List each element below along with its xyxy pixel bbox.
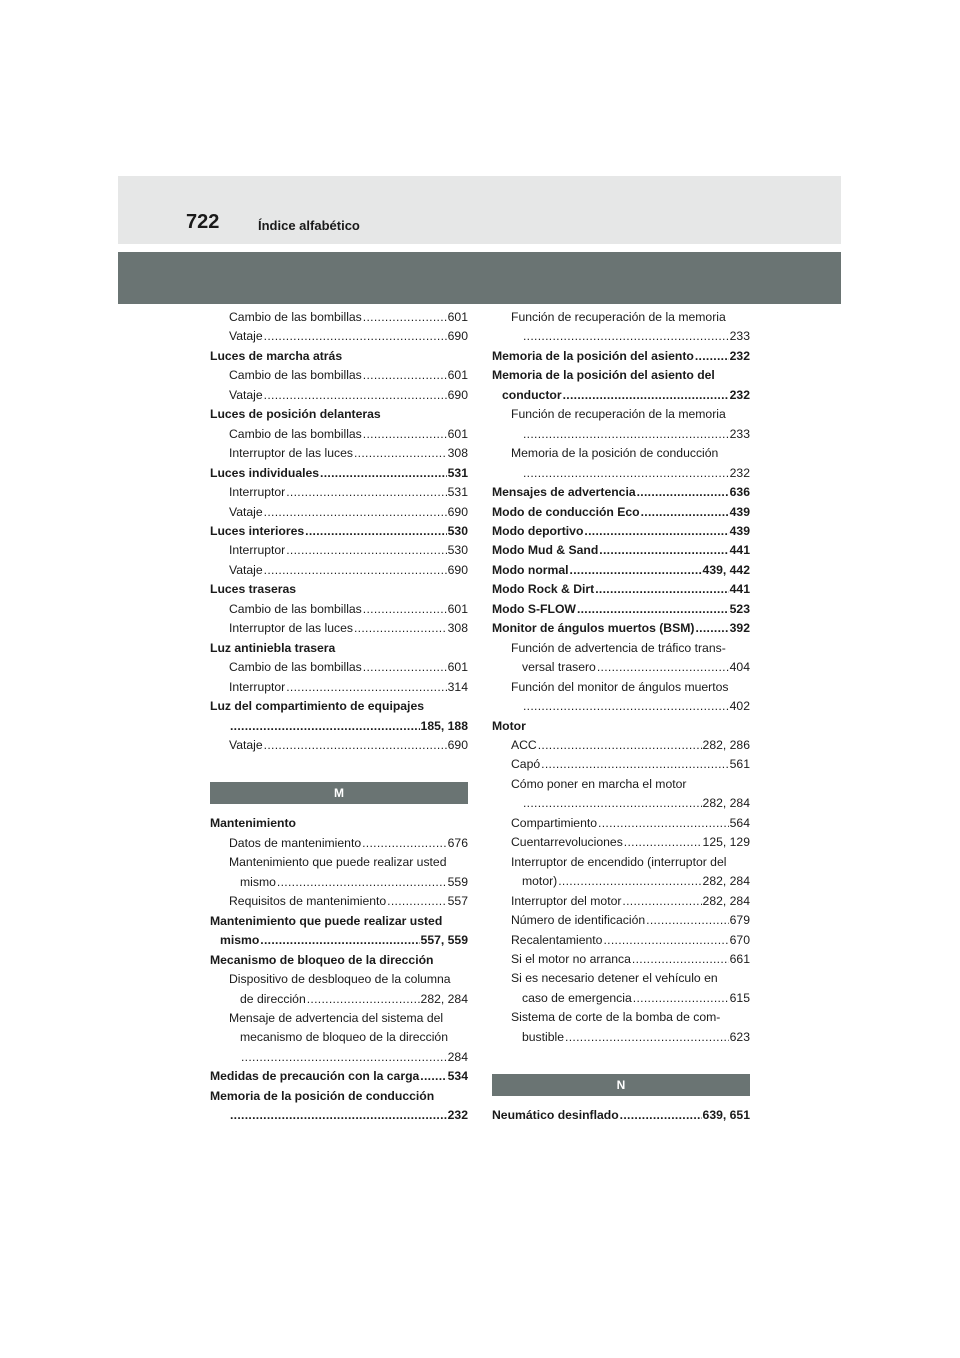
index-subentry: Mensaje de advertencia del sistema del <box>229 1010 444 1025</box>
index-subentry: Cambio de las bombillas ..... 601 <box>210 425 468 444</box>
index-entry-continuation: ..... 232 <box>210 1106 468 1125</box>
header-gray-bar <box>118 252 841 304</box>
index-heading: Motor <box>492 718 526 733</box>
index-heading: Memoria de la posición de conducción <box>210 1088 435 1103</box>
index-heading: Luces de marcha atrás <box>210 348 343 363</box>
index-subentry: Interruptor de encendido (interruptor del <box>511 854 727 869</box>
header-band <box>118 176 841 244</box>
index-subentry: Función de recuperación de la memoria <box>511 310 726 324</box>
index-heading: Mantenimiento que puede realizar usted <box>210 913 443 928</box>
index-subentry: Si es necesario detener el vehículo en <box>511 971 718 986</box>
index-entry-continuation: ..... 185, 188 <box>210 717 468 736</box>
index-entry: Memoria de la posición del asiento ..... 232 <box>492 347 750 366</box>
index-heading: Luz antiniebla trasera <box>210 640 336 655</box>
index-subentry: Vataje ..... 690 <box>210 327 468 346</box>
index-entry-continuation: mismo ..... 557, 559 <box>210 931 468 950</box>
index-subentry: ACC ..... 282, 286 <box>492 736 750 755</box>
index-entry: Modo Rock & Dirt ..... 441 <box>492 580 750 599</box>
index-subentry: Memoria de la posición de conducción <box>511 446 719 461</box>
index-subentry-continuation: ..... 402 <box>492 697 750 716</box>
index-subentry: Cuentarrevoluciones ..... 125, 129 <box>492 833 750 852</box>
index-subentry: Sistema de corte de la bomba de com- <box>511 1010 721 1025</box>
index-subentry-continuation: ..... 233 <box>492 425 750 444</box>
index-subentry: Número de identificación ..... 679 <box>492 911 750 930</box>
index-subentry: Función de advertencia de tráfico trans- <box>511 640 726 655</box>
index-heading: Luz del compartimiento de equipajes <box>210 699 424 714</box>
index-entry: Modo S-FLOW ..... 523 <box>492 600 750 619</box>
index-column-left <box>210 308 468 1126</box>
index-subentry-continuation: bustible ..... 623 <box>492 1028 750 1047</box>
index-entry: Luces individuales ..... 531 <box>210 464 468 483</box>
page-number: 722 <box>186 211 220 233</box>
index-subentry: Vataje ..... 690 <box>210 503 468 522</box>
index-subentry-continuation: ..... 232 <box>492 464 750 483</box>
index-subentry-continuation: mismo ..... 559 <box>210 873 468 892</box>
index-heading: Luces de posición delanteras <box>210 407 381 422</box>
index-subentry: Compartimiento ..... 564 <box>492 814 750 833</box>
index-heading: Mecanismo de bloqueo de la dirección <box>210 952 434 967</box>
index-subentry-continuation: ..... 284 <box>210 1048 468 1067</box>
index-entry-continuation: conductor ..... 232 <box>492 386 750 405</box>
index-entry: Modo Mud & Sand ..... 441 <box>492 541 750 560</box>
index-subentry: Interruptor ..... 531 <box>210 483 468 502</box>
index-subentry: Mantenimiento que puede realizar usted <box>229 855 447 870</box>
index-entry: Modo de conducción Eco ..... 439 <box>492 503 750 522</box>
index-subentry: Interruptor de las luces ..... 308 <box>210 444 468 463</box>
index-subentry: Interruptor del motor ..... 282, 284 <box>492 892 750 911</box>
section-title: Índice alfabético <box>258 218 360 233</box>
index-entry: Luces interiores ..... 530 <box>210 522 468 541</box>
index-entry: Medidas de precaución con la carga ..... 534 <box>210 1067 468 1086</box>
index-subentry: Función de recuperación de la memoria <box>511 407 726 422</box>
index-subentry: Cambio de las bombillas ..... 601 <box>210 600 468 619</box>
index-entry: Neumático desinflado ..... 639, 651 <box>492 1106 750 1125</box>
index-subentry-continuation: ..... 233 <box>492 327 750 346</box>
index-entry: Monitor de ángulos muertos (BSM) ..... 392 <box>492 619 750 638</box>
index-subentry: Cambio de las bombillas ..... 601 <box>210 366 468 385</box>
index-subentry-continuation: mecanismo de bloqueo de la dirección <box>240 1030 448 1045</box>
index-subentry: Vataje ..... 690 <box>210 561 468 580</box>
index-subentry: Cambio de las bombillas ..... 601 <box>210 658 468 677</box>
index-subentry: Cómo poner en marcha el motor <box>511 776 687 791</box>
index-subentry: Interruptor de las luces ..... 308 <box>210 619 468 638</box>
index-subentry-continuation: ..... 282, 284 <box>492 794 750 813</box>
index-subentry-continuation: versal trasero ..... 404 <box>492 658 750 677</box>
index-subentry: Recalentamiento ..... 670 <box>492 931 750 950</box>
index-subentry: Si el motor no arranca ..... 661 <box>492 950 750 969</box>
index-heading: Memoria de la posición del asiento del <box>492 368 715 383</box>
index-subentry: Función del monitor de ángulos muertos <box>511 679 729 694</box>
letter-divider-n: N <box>492 1074 750 1096</box>
index-subentry: Datos de mantenimiento ..... 676 <box>210 834 468 853</box>
index-subentry: Vataje ..... 690 <box>210 386 468 405</box>
index-entry: Modo normal ..... 439, 442 <box>492 561 750 580</box>
index-entry: Modo deportivo ..... 439 <box>492 522 750 541</box>
index-subentry: Capó ..... 561 <box>492 755 750 774</box>
index-column-right <box>492 308 750 1126</box>
index-heading: Luces traseras <box>210 582 297 597</box>
index-subentry: Cambio de las bombillas ..... 601 <box>210 308 468 327</box>
index-subentry-continuation: caso de emergencia ..... 615 <box>492 989 750 1008</box>
index-subentry-continuation: de dirección ..... 282, 284 <box>210 990 468 1009</box>
index-subentry: Requisitos de mantenimiento ..... 557 <box>210 892 468 911</box>
index-entry: Mensajes de advertencia ..... 636 <box>492 483 750 502</box>
index-subentry: Dispositivo de desbloqueo de la columna <box>229 972 451 987</box>
index-subentry-continuation: motor) ..... 282, 284 <box>492 872 750 891</box>
index-subentry: Interruptor ..... 314 <box>210 678 468 697</box>
index-subentry: Interruptor ..... 530 <box>210 541 468 560</box>
index-subentry: Vataje ..... 690 <box>210 736 468 755</box>
letter-divider-m: M <box>210 782 468 804</box>
index-heading: Mantenimiento <box>210 816 296 831</box>
